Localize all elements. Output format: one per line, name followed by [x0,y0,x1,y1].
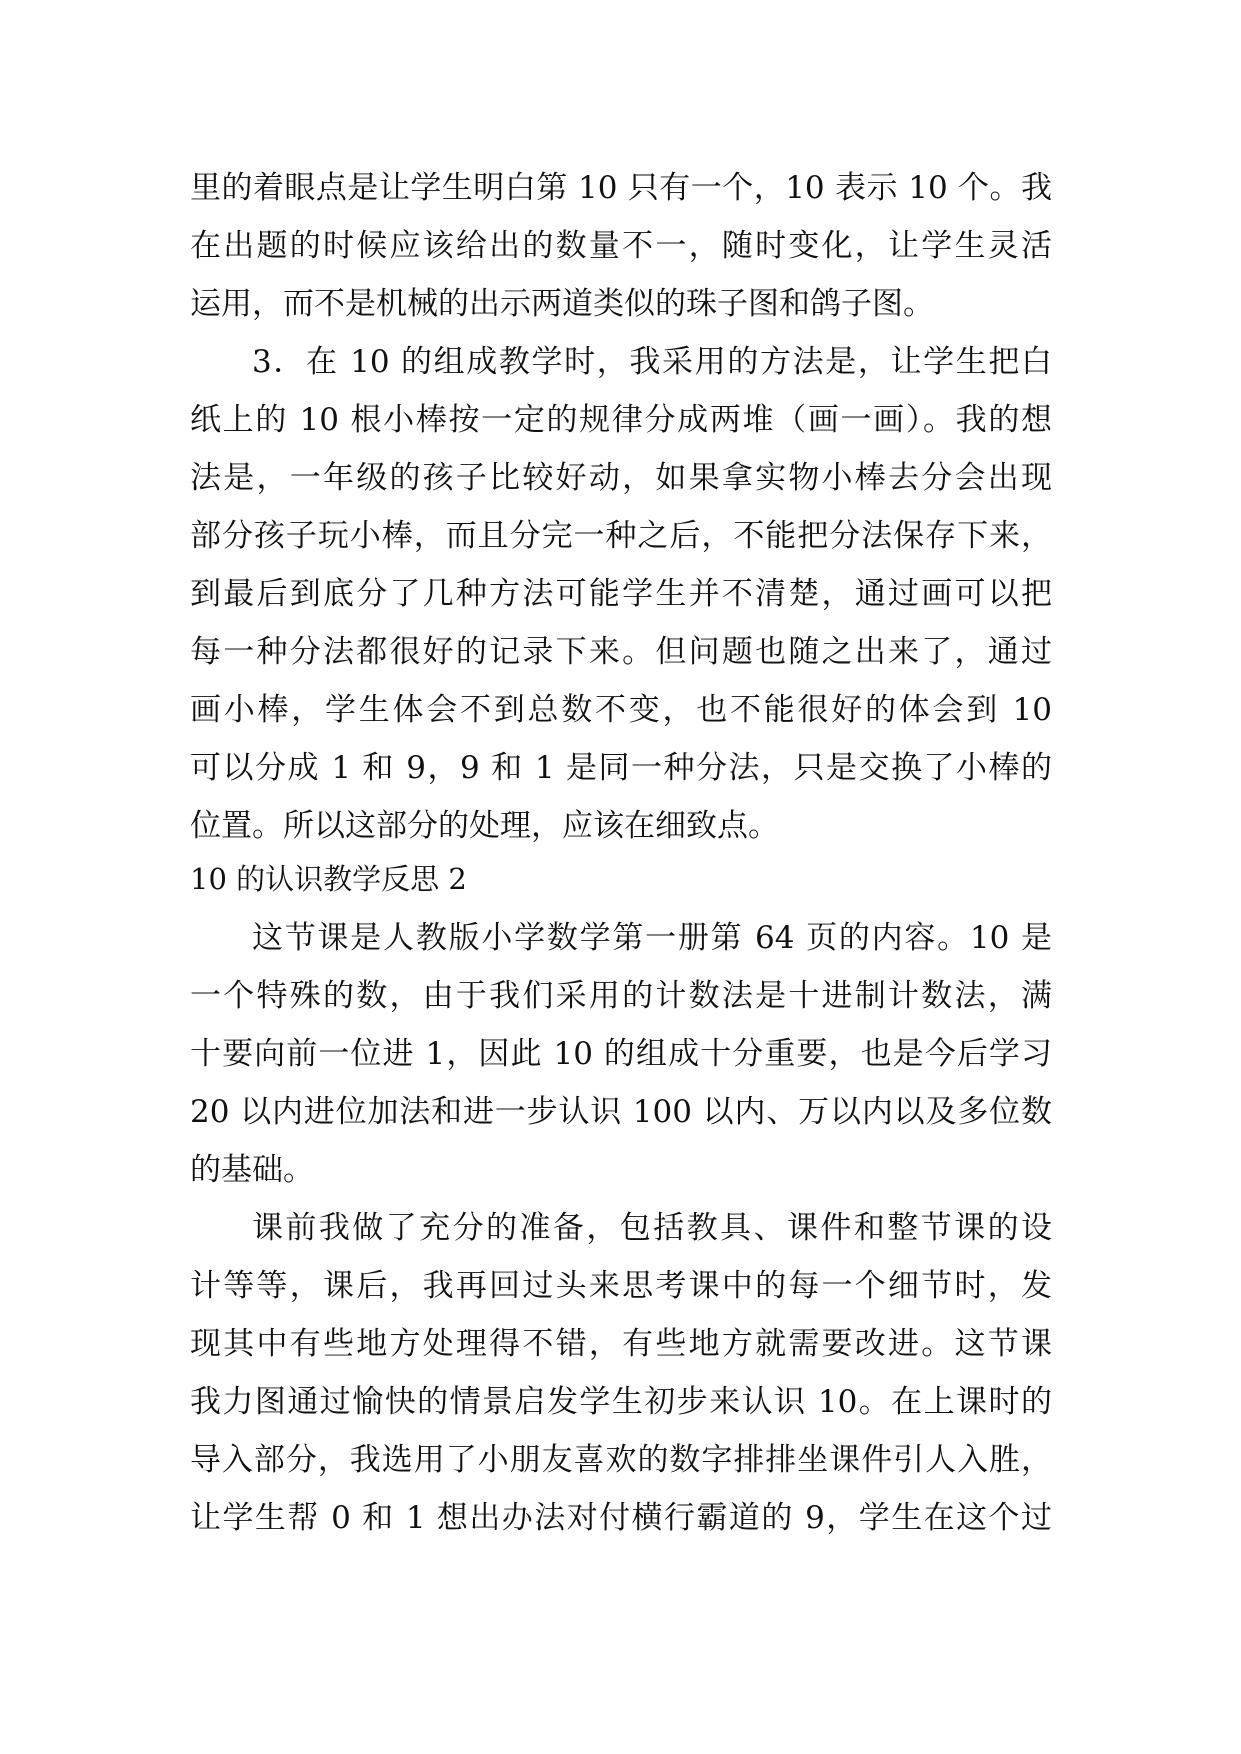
text-line: 20 以内进位加法和进一步认识 100 以内、万以内以及多位数 [190,1094,1052,1130]
text-line: 运用，而不是机械的出示两道类似的珠子图和鸽子图。 [190,286,934,322]
text-line: 可以分成 1 和 9，9 和 1 是同一种分法，只是交换了小棒的 [190,750,1052,786]
text-line: 这节课是人教版小学数学第一册第 64 页的内容。10 是 [252,920,1052,956]
text-line: 部分孩子玩小棒，而且分完一种之后，不能把分法保存下来， [190,518,1052,554]
text-line: 一个特殊的数，由于我们采用的计数法是十进制计数法，满 [190,978,1052,1014]
text-line: 让学生帮 0 和 1 想出办法对付横行霸道的 9，学生在这个过 [190,1500,1052,1536]
text-line: 课前我做了充分的准备，包括教具、课件和整节课的设 [252,1210,1052,1246]
text-line: 十要向前一位进 1，因此 10 的组成十分重要，也是今后学习 [190,1036,1052,1072]
text-line: 里的着眼点是让学生明白第 10 只有一个，10 表示 10 个。我 [190,170,1052,206]
text-line: 法是，一年级的孩子比较好动，如果拿实物小棒去分会出现 [190,460,1052,496]
text-line: 纸上的 10 根小棒按一定的规律分成两堆（画一画）。我的想 [190,402,1052,438]
text-line: 计等等，课后，我再回过头来思考课中的每一个细节时，发 [190,1268,1052,1304]
text-line: 3．在 10 的组成教学时，我采用的方法是，让学生把白 [252,344,1052,380]
text-line: 每一种分法都很好的记录下来。但问题也随之出来了，通过 [190,634,1052,670]
text-line: 位置。所以这部分的处理，应该在细致点。 [190,808,779,844]
text-line: 导入部分，我选用了小朋友喜欢的数字排排坐课件引人入胜， [190,1442,1052,1478]
section-heading: 10 的认识教学反思 2 [190,862,467,896]
text-line: 在出题的时候应该给出的数量不一，随时变化，让学生灵活 [190,228,1052,264]
text-line: 画小棒，学生体会不到总数不变，也不能很好的体会到 10 [190,692,1052,728]
text-line: 到最后到底分了几种方法可能学生并不清楚，通过画可以把 [190,576,1052,612]
text-line: 我力图通过愉快的情景启发学生初步来认识 10。在上课时的 [190,1384,1052,1420]
text-line: 的基础。 [190,1152,314,1188]
text-line: 现其中有些地方处理得不错，有些地方就需要改进。这节课 [190,1326,1052,1362]
